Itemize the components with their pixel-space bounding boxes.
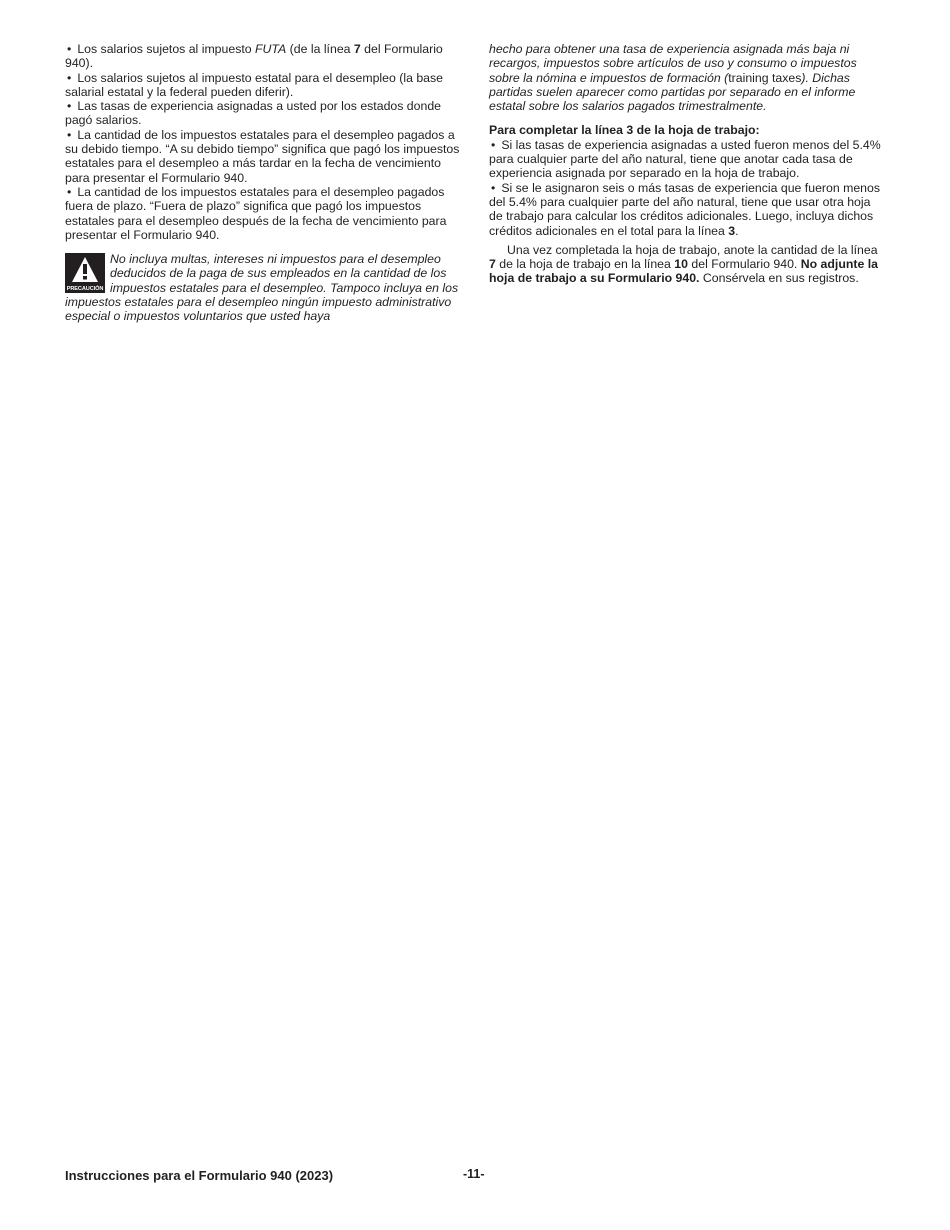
text: 3 — [728, 223, 736, 238]
text: FUTA — [255, 42, 287, 56]
text: hecho para obtener una tasa de experiencia asignada más baja ni recargos, impuestos sobre artículos de uso y consumo o impuestos sobre la nómina e impuestos de formación ( — [489, 42, 857, 85]
text: Consérvela en sus registros. — [699, 271, 859, 286]
caution-text: No incluya multas, intereses ni impuestos para el desempleo deducidos de la paga de sus empleados en la cantidad de los impuestos estatales para el desempleo. Tampoco incluya en los impuestos estatales para el desempleo ningún impuesto administrativo especial o impuestos voluntarios que usted haya — [65, 252, 459, 324]
text: 7 — [353, 42, 361, 56]
left-column — [65, 42, 460, 324]
text: 7 — [489, 257, 496, 272]
final-paragraph — [489, 243, 885, 286]
caution-icon — [65, 253, 105, 293]
bullet-timely-paid: • La cantidad de los impuestos estatales para el desempleo pagados a su debido tiempo. “A su debido tiempo” significa que pagó los impuestos estatales para el desempleo a más tardar en la fecha de vencimiento para presentar el Formulario 940. — [65, 128, 460, 185]
text: No adjunte la hoja de trabajo a su Formulario 940. — [489, 257, 878, 286]
text: ). Dichas partidas suelen aparecer como partidas por separado en el informe estatal sobre los salarios pagados trimestralmente. — [489, 70, 856, 114]
text: training taxes — [728, 70, 802, 85]
section-heading: Para completar la línea 3 de la hoja de trabajo: — [489, 123, 760, 138]
caution-note — [65, 252, 460, 323]
text: Una vez completada la hoja de trabajo, anote la cantidad de la línea — [507, 242, 878, 257]
caution-label: PRECAUCIÓN — [66, 286, 104, 293]
caution-continuation — [489, 42, 885, 113]
bullet-less-than-rate: • Si las tasas de experiencia asignadas a usted fueron menos del 5.4% para cualquier parte del año natural, tiene que anotar cada tasa de experiencia asignada por separado en la hoja de trabajo. — [489, 138, 885, 181]
bullet-experience-rates: • Las tasas de experiencia asignadas a usted por los estados donde pagó salarios. — [65, 99, 460, 128]
bullet-six-or-more — [489, 181, 885, 238]
text: Si se le asignaron seis o más tasas de experiencia que fueron menos del 5.4% para cualquier parte del año natural, tiene que usar otra hoja de trabajo para calcular los créditos adicionales. Luego, incluya dichos créditos adicionales en el total para la línea — [489, 180, 881, 238]
right-column — [489, 42, 885, 286]
text: del Formulario 940. — [687, 257, 801, 272]
warning-triangle-icon — [71, 256, 99, 284]
footer-title: Instrucciones para el Formulario 940 (2023) — [65, 1168, 334, 1183]
text: del Formulario 940). — [65, 42, 443, 71]
bullet-late-paid: • La cantidad de los impuestos estatales para el desempleo pagados fuera de plazo. “Fuera de plazo” significa que pagó los impuestos estatales para el desempleo después de la fecha de vencimiento para presentar el Formulario 940. — [65, 185, 460, 242]
bullet-futa-wages — [65, 42, 460, 71]
text: 10 — [674, 257, 688, 272]
bullet-state-wages: • Los salarios sujetos al impuesto estatal para el desempleo (la base salarial estatal y la federal pueden diferir). — [65, 71, 460, 100]
text: Los salarios sujetos al impuesto — [77, 42, 256, 56]
text: (de la línea — [286, 42, 354, 56]
page-number: -11- — [463, 1167, 485, 1181]
text: de la hoja de trabajo en la línea — [495, 257, 675, 272]
text: . — [735, 223, 739, 238]
